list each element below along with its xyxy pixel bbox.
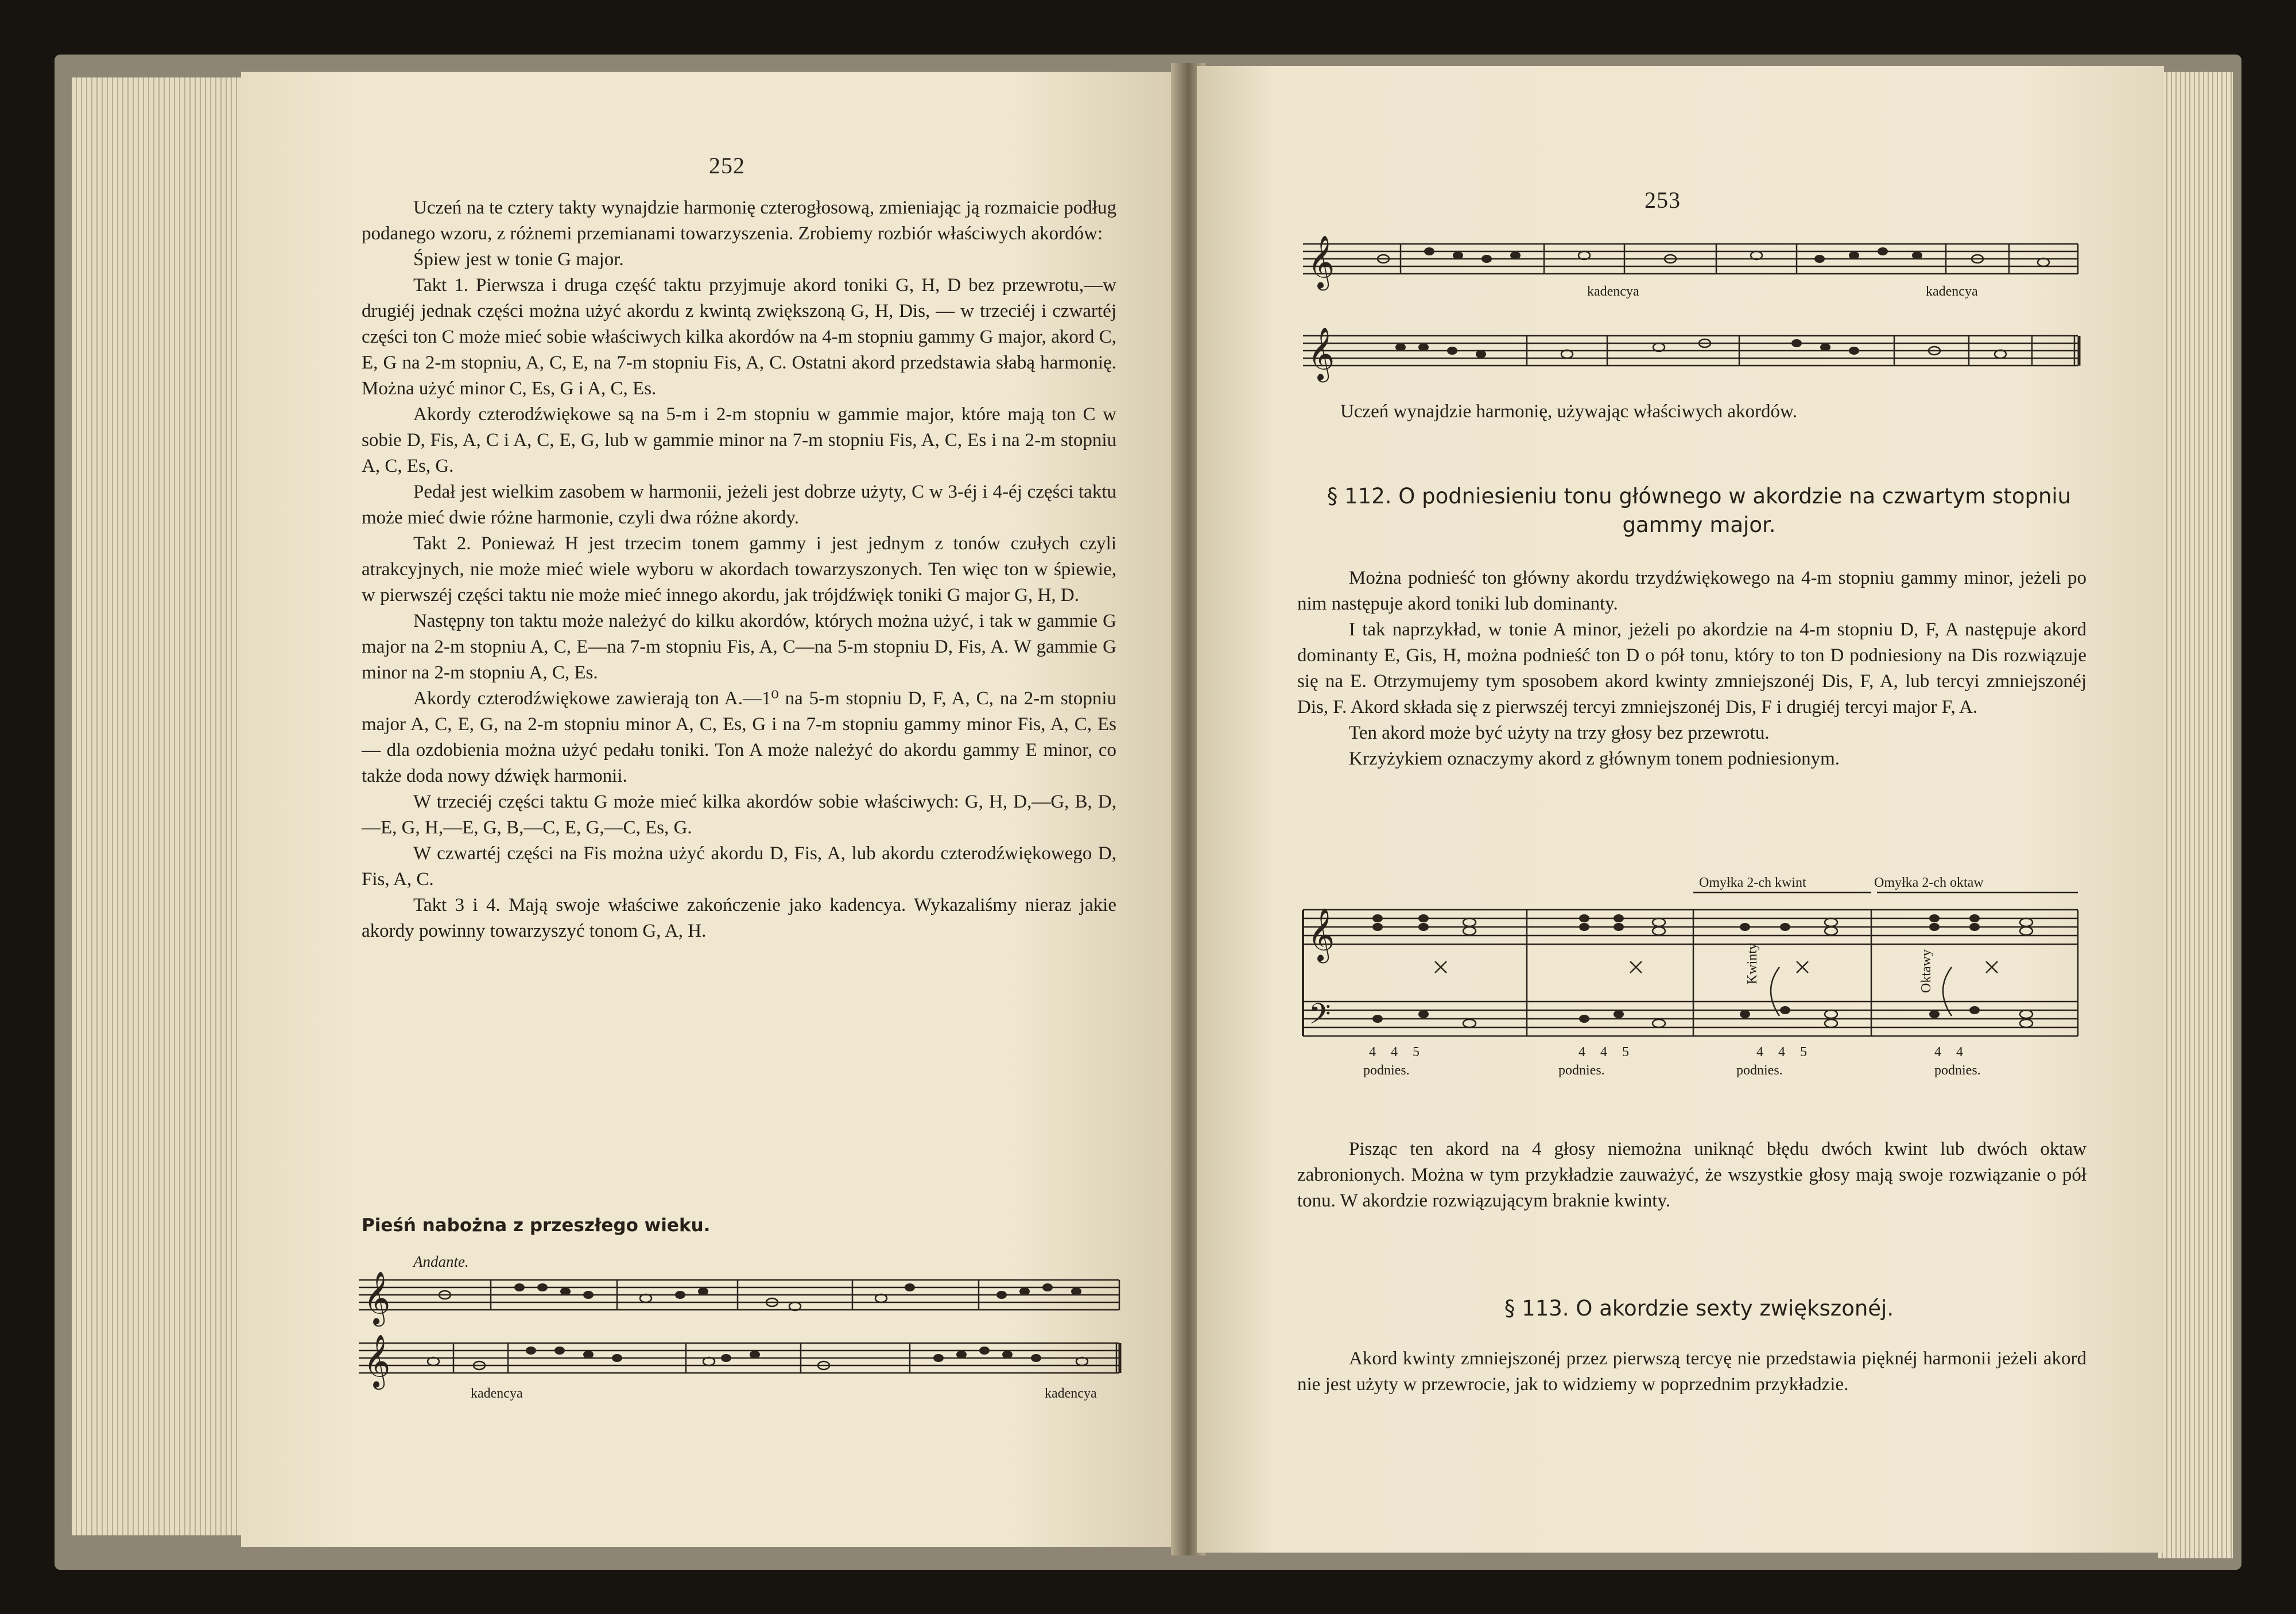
paragraph: Można podnieść ton główny akordu trzydźwiękowego na 4-m stopniu gammy minor, jeżeli po nim następuje akord toniki lub dominanty.: [1297, 568, 2086, 614]
paragraph: Takt 2. Ponieważ H jest trzecim tonem gammy i jest jednym z tonów czułych czyli atrakcyjnych, nie może mieć wiele wyboru w akordach towarzyszonych. Ten więc ton w śpiewie, w pierwszéj części taktu nie może mieć innego akordu, jak trójdźwięk toniki G major G, H, D.: [362, 533, 1116, 606]
paragraph: Takt 3 i 4. Mają swoje właściwe zakończenie jako kadencya. Wykazaliśmy nieraz jakie akordy powinny towarzyszyć tonom G, A, H.: [362, 895, 1116, 941]
paragraph: Akordy czterodźwiękowe zawierają ton A.—1⁰ na 5-m stopniu D, F, A, C, na 2-m stopniu major A, C, E, G, na 2-m stopniu minor A, C, Es, G i na 7-m stopniu gammy minor Fis, A, C, Es — dla ozdobienia można użyć pedału toniki. Ton A może należyć do akordu gammy E minor, co także doda nowy dźwięk harmonii.: [362, 688, 1116, 786]
right-page: [1197, 66, 2164, 1553]
figured-bass: 4 4 5: [1578, 1045, 1629, 1060]
music-staff-1: [359, 1268, 1122, 1326]
error-fifths-label: Omyłka 2-ch kwint: [1699, 875, 1806, 890]
right-page-edges: [2158, 72, 2233, 1558]
svg-text:𝄢: 𝄢: [1309, 998, 1331, 1038]
exercise-instruction: Uczeń wynajdzie harmonię, używając właściwych akordów.: [1340, 401, 1797, 422]
left-page: [241, 72, 1182, 1547]
raised-label: podnies.: [1558, 1063, 1605, 1078]
paragraph: Akord kwinty zmniejszonéj przez pierwszą tercyę nie przedstawia pięknéj harmonii jeżeli akord nie jest użyty w przewrocie, jak to widziemy w poprzednim przykładzie.: [1297, 1348, 2086, 1395]
paragraph: W czwartéj części na Fis można użyć akordu D, Fis, A, lub akordu czterodźwiękowego D, Fis, A, C.: [362, 843, 1116, 890]
left-text-column: [362, 195, 1116, 944]
paragraph: Krzyżykiem oznaczymy akord z głównym tonem podniesionym.: [1349, 748, 1840, 769]
section-113-text: [1297, 1346, 2086, 1398]
figured-bass: 4 4: [1934, 1045, 1963, 1060]
left-page-edges: [72, 77, 255, 1535]
paragraph: Następny ton taktu może należyć do kilku akordów, których można użyć, i tak w gammie G major na 2-m stopniu A, C, E—na 7-m stopniu Fis, A, C—na 5-m stopniu D, Fis, A. W gammie G minor na 2-m stopniu A, C, Es.: [362, 611, 1116, 683]
svg-text:𝄞: 𝄞: [1308, 235, 1335, 288]
cadence-label: kadencya: [1045, 1386, 1097, 1401]
svg-text:𝄞: 𝄞: [363, 1271, 391, 1324]
paragraph: Takt 1. Pierwsza i druga część taktu przyjmuje akord toniki G, H, D bez przewrotu,—w drugiéj jednak części można użyć akordu z kwintą zwiększoną G, H, Dis, — w trzeciéj i czwartéj części ton C może mieć sobie właściwych kilka akordów na 4-m stopniu gammy G major, akord C, E, G na 2-m stopniu, A, C, E, na 7-m stopniu Fis, A, C. Ostatni akord przedstawia słabą harmonię. Można użyć minor C, Es, G i A, C, Es.: [362, 275, 1116, 399]
octaves-vertical-label: Oktawy: [1919, 949, 1934, 993]
svg-text:𝄞: 𝄞: [363, 1334, 391, 1387]
song-title: Pieśń nabożna z przeszłego wieku.: [362, 1215, 711, 1236]
section-112-text: [1297, 565, 2086, 772]
figured-bass: 4 4 5: [1369, 1045, 1420, 1060]
paragraph: Śpiew jest w tonie G major.: [413, 249, 624, 270]
cadence-label: kadencya: [1926, 284, 1978, 299]
figured-bass: 4 4 5: [1756, 1045, 1807, 1060]
tempo-marking: Andante.: [413, 1253, 469, 1270]
cadence-label: kadencya: [471, 1386, 523, 1401]
paragraph: I tak naprzykład, w tonie A minor, jeżeli po akordzie na 4-m stopniu D, F, A następuje akord dominanty E, Gis, H, można podnieść ton D o pół tonu, który to ton D podniesiony na Dis rozwiązuje się na E. Otrzymujemy tym sposobem akord kwinty zmniejszonéj Dis, F, A, lub tercyi zmniejszonéj Dis, F. Akord składa się z pierwszéj tercyi zmniejszonéj Dis, F i drugiéj tercyi major F, A.: [1297, 619, 2086, 717]
music-staff-3: [1303, 232, 2084, 290]
exercise-line: [1340, 399, 2086, 425]
error-octaves-label: Omyłka 2-ch oktaw: [1874, 875, 1984, 890]
paragraph: Pisząc ten akord na 4 głosy niemożna uniknąć błędu dwóch kwint lub dwóch oktaw zabronionych. Można w tym przykładzie zauważyć, że wszystkie głosy mają swoje rozwiązanie o pół tonu. W akordzie rozwiązującym braknie kwinty.: [1297, 1139, 2086, 1211]
raised-label: podnies.: [1934, 1063, 1981, 1078]
raised-label: podnies.: [1736, 1063, 1783, 1078]
paragraph: Uczeń na te cztery takty wynajdzie harmonię czterogłosową, zmieniając ją rozmaicie podług podanego wzoru, z różnemi przemianami towarzyszenia. Zrobiemy rozbiór właściwych akordów:: [362, 197, 1116, 244]
paragraph-after-example: [1297, 1136, 2086, 1214]
fifths-vertical-label: Kwinty: [1745, 943, 1760, 984]
paragraph: W trzeciéj części taktu G może mieć kilka akordów sobie właściwych: G, H, D,—G, B, D,—E, G, H,—E, G, B,—C, E, G,—C, Es, G.: [362, 792, 1116, 838]
paragraph: Pedał jest wielkim zasobem w harmonii, jeżeli jest dobrze użyty, C w 3-éj i 4-éj części taktu może mieć dwie różne harmonie, czyli dwa różne akordy.: [362, 482, 1116, 528]
cadence-label: kadencya: [1587, 284, 1639, 299]
raised-label: podnies.: [1363, 1063, 1410, 1078]
page-number-253: 253: [1645, 187, 1681, 213]
music-staff-2: [359, 1332, 1122, 1389]
music-staff-4: [1303, 324, 2084, 382]
paragraph: Ten akord może być użyty na trzy głosy bez przewrotu.: [1349, 723, 1770, 743]
paragraph: Akordy czterodźwiękowe są na 5-m i 2-m stopniu w gammie major, które mają ton C w sobie D, Fis, A, C i A, C, E, G, lub w gammie minor na 7-m stopniu Fis, A, C, Es i na 2-m stopniu A, C, Es, G.: [362, 404, 1116, 476]
svg-text:𝄞: 𝄞: [1308, 327, 1335, 380]
section-113-title: § 113. O akordzie sexty zwiększonéj.: [1504, 1296, 1894, 1321]
svg-text:𝄞: 𝄞: [1308, 907, 1335, 961]
page-number-252: 252: [709, 153, 745, 179]
section-112-title: § 112. O podniesieniu tonu głównego w akordzie na czwartym stopniu gammy major.: [1327, 484, 2072, 537]
